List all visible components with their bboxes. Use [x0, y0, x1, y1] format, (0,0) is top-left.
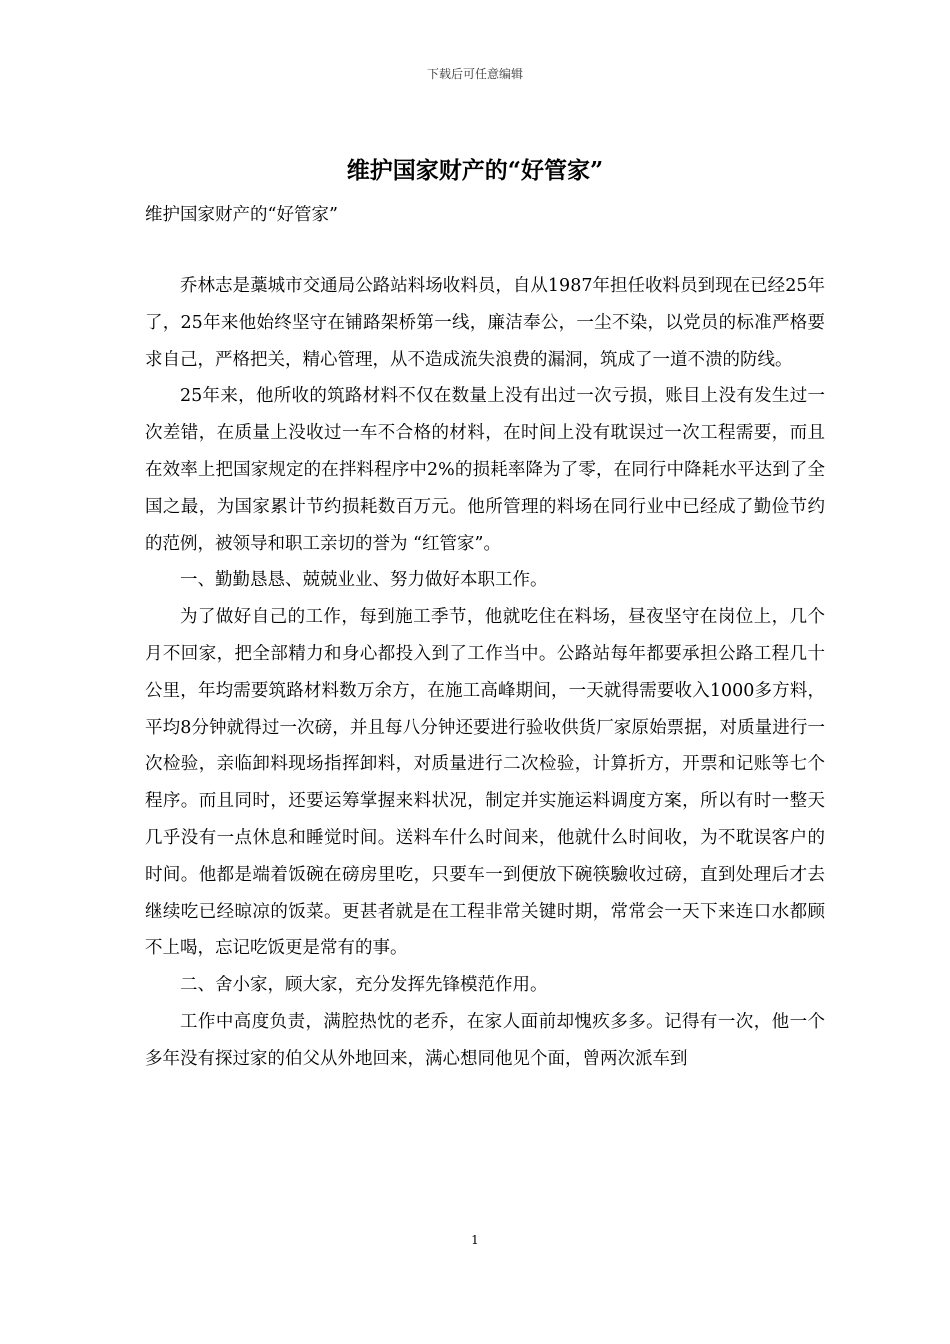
document-title: 维护国家财产的“好管家”	[346, 157, 604, 184]
paragraph-intro: 乔林志是藁城市交通局公路站料场收料员，自从1987年担任收料员到现在已经25年了，25年来他始终坚守在铺路架桥第一线，廉洁奉公，一尘不染，以党员的标准严格要求自己，严格把关，精心管理，从不造成流失浪费的漏洞，筑成了一道不溃的防线。	[145, 276, 825, 370]
paragraph-family: 工作中高度负责，满腔热忱的老乔，在家人面前却愧疚多多。记得有一次，他一个多年没有探过家的伯父从外地回来，满心想同他见个面，曾两次派车到	[145, 1011, 825, 1069]
paragraph-achievements: 25年来，他所收的筑路材料不仅在数量上没有出过一次亏损，账目上没有发生过一次差错，在质量上没收过一车不合格的材料，在时间上没有耽误过一次工程需要，而且在效率上把国家规定的在拌料程序中2%的损耗率降为了零，在同行中降耗水平达到了全国之最，为国家累计节约损耗数百万元。他所管理的料场在同行业中已经成了勤俭节约的范例，被领导和职工亲切的誉为 “红管家”。	[145, 386, 825, 554]
document-subtitle: 维护国家财产的“好管家”	[145, 205, 338, 225]
paragraph-diligence: 为了做好自己的工作，每到施工季节，他就吃住在料场，昼夜坚守在岗位上，几个月不回家，把全部精力和身心都投入到了工作当中。公路站每年都要承担公路工程几十公里，年均需要筑路材料数万余方，在施工高峰期间，一天就得需要收入1000多方料，平均8分钟就得过一次磅，并且每八分钟还要进行验收供货厂家原始票据，对质量进行一次检验，亲临卸料现场指挥卸料，对质量进行二次检验，计算折方，开票和记账等七个程序。而且同时，还要运筹掌握来料状况，制定并实施运料调度方案，所以有时一整天几乎没有一点休息和睡觉时间。送料车什么时间来，他就什么时间收，为不耽误客户的时间。他都是端着饭碗在磅房里吃，只要车一到便放下碗筷驗收过磅，直到处理后才去继续吃已经晾凉的饭菜。更甚者就是在工程非常关键时期，常常会一天下来连口水都顾不上喝，忘记吃饭更是常有的事。	[145, 607, 825, 959]
page-number: 1	[471, 1233, 479, 1247]
section-heading-one: 一、勤勤恳恳、兢兢业业、努力做好本职工作。	[180, 570, 548, 591]
section-heading-two: 二、舍小家，顾大家，充分发挥先锋模范作用。	[180, 975, 548, 996]
document-body	[145, 268, 825, 1078]
header-note: 下载后可任意编辑	[426, 67, 523, 81]
